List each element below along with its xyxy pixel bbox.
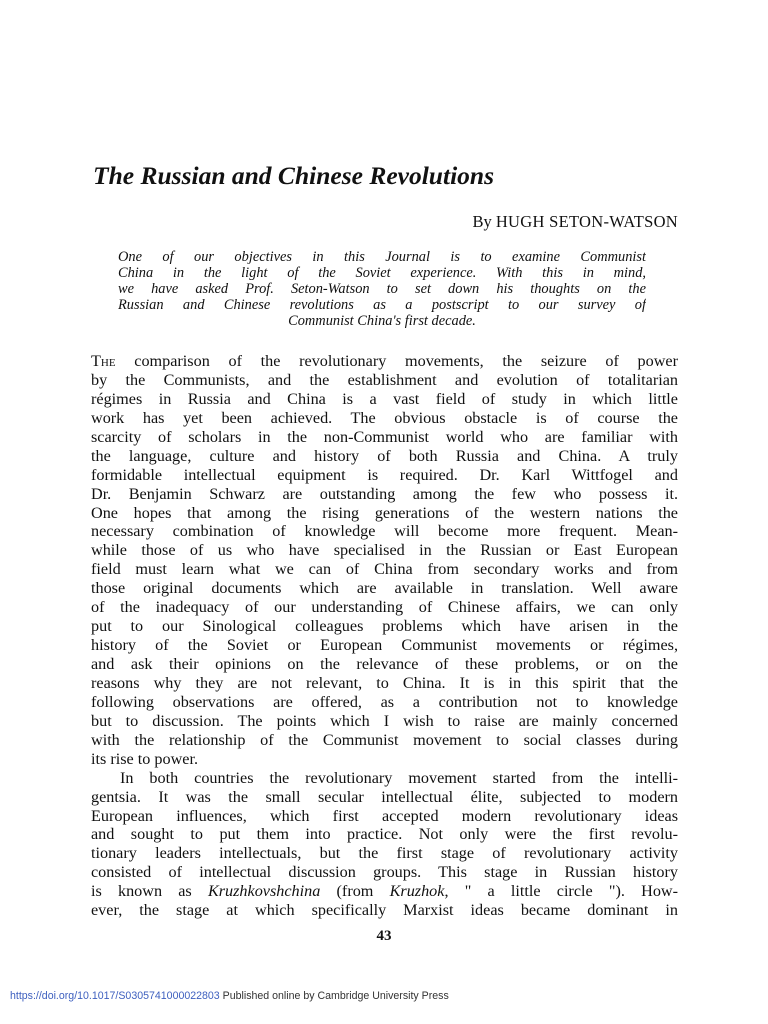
body-line: One hopes that among the rising generations of the western nations the (91, 503, 678, 522)
body-line: formidable intellectual equipment is required. Dr. Karl Wittfogel and (91, 465, 678, 484)
published-note: Published online by Cambridge University Press (219, 990, 449, 1002)
editor-note (118, 249, 646, 329)
editor-note-line: Russian and Chinese revolutions as a postscript to our survey of (118, 297, 646, 314)
body-line: gentsia. It was the small secular intellectual élite, subjected to modern (91, 787, 678, 806)
body-line: put to our Sinological colleagues problems which have arisen in the (91, 617, 678, 636)
body-line: In both countries the revolutionary movement started from the intelli- (120, 768, 678, 787)
byline-prefix: By (472, 212, 492, 231)
body-line: and sought to put them into practice. Not only were the first revolu- (91, 825, 678, 844)
body-line: scarcity of scholars in the non-Communist world who are familiar with (91, 427, 678, 446)
body-line: necessary combination of knowledge will become more frequent. Mean- (91, 522, 678, 541)
body-line: history of the Soviet or European Communist movements or régimes, (91, 636, 678, 655)
body-line: reasons why they are not relevant, to China. It is in this spirit that the (91, 673, 678, 692)
citation-footer (10, 990, 449, 1002)
page-number: 43 (376, 928, 392, 944)
body-line: following observations are offered, as a contribution not to knowledge (91, 692, 678, 711)
body-line: the language, culture and history of both Russia and China. A truly (91, 446, 678, 465)
editor-note-line: we have asked Prof. Seton-Watson to set down his thoughts on the (118, 281, 646, 298)
body-line: its rise to power. (91, 749, 199, 768)
author-name: HUGH SETON-WATSON (495, 212, 678, 231)
doi-link[interactable]: https://doi.org/10.1017/S0305741000022803 (10, 990, 220, 1002)
body-line: The comparison of the revolutionary movements, the seizure of power (91, 352, 678, 370)
body-line: but to discussion. The points which I wish to raise are mainly concerned (91, 711, 678, 730)
body-line: field must learn what we can of China from secondary works and from (91, 560, 678, 579)
opening-word: The (91, 352, 116, 370)
body-line: European influences, which first accepted modern revolutionary ideas (91, 806, 678, 825)
editor-note-line: China in the light of the Soviet experience. With this in mind, (118, 265, 646, 282)
body-line: tionary leaders intellectuals, but the first stage of revolutionary activity (91, 844, 678, 863)
body-line: work has yet been achieved. The obvious obstacle is of course the (91, 408, 678, 427)
body-line: ever, the stage at which specifically Marxist ideas became dominant in (91, 901, 678, 920)
editor-note-line: One of our objectives in this Journal is to examine Communist (118, 249, 646, 265)
article-title: The Russian and Chinese Revolutions (93, 161, 495, 190)
body-line: consisted of intellectual discussion groups. This stage in Russian history (91, 863, 678, 882)
term-kruzhkovshchina: Kruzhkovshchina (207, 882, 321, 901)
body-line: Dr. Benjamin Schwarz are outstanding among the few who possess it. (91, 484, 678, 503)
byline (472, 212, 678, 232)
body-line: régimes in Russia and China is a vast field of study in which little (91, 389, 678, 408)
body-line: and ask their opinions on the relevance of these problems, or on the (91, 655, 678, 673)
body-line: by the Communists, and the establishment and evolution of totalitarian (91, 370, 678, 389)
term-kruzhok: Kruzhok (389, 882, 445, 901)
body-line: with the relationship of the Communist movement to social classes during (91, 730, 678, 749)
editor-note-line: Communist China's first decade. (288, 313, 476, 330)
article-body (91, 352, 678, 920)
body-line: of the inadequacy of our understanding of Chinese affairs, we can only (91, 598, 678, 617)
body-line: while those of us who have specialised in the Russian or East European (91, 541, 678, 560)
body-line: is known as Kruzhkovshchina (from Kruzhok, " a little circle "). How- (91, 882, 678, 901)
body-line: those original documents which are available in translation. Well aware (91, 579, 678, 598)
